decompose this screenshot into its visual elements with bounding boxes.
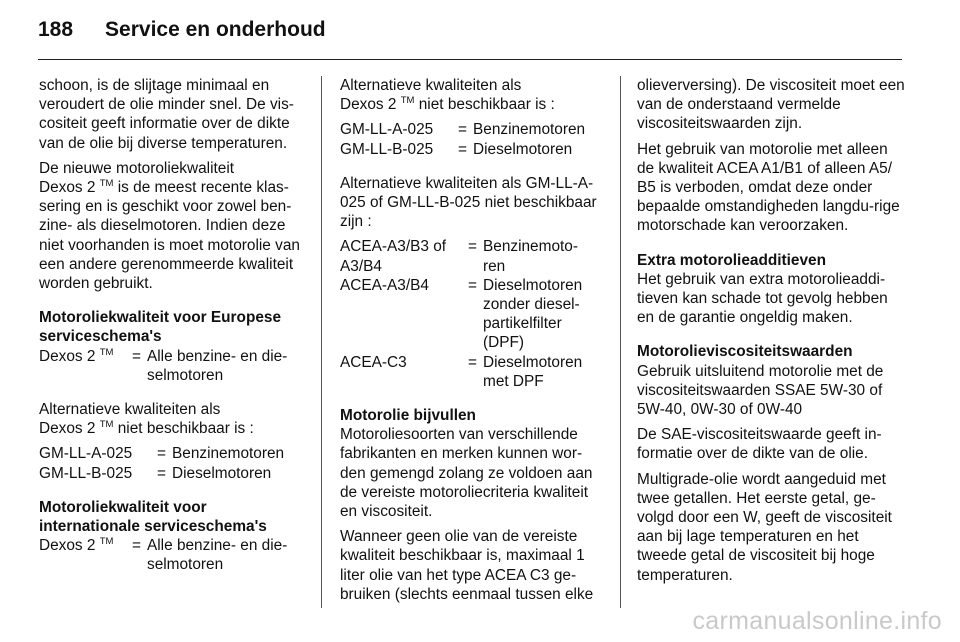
section-heading: Motoroliekwaliteit voor Europese serviceschema's xyxy=(39,309,282,346)
paragraph: schoon, is de slijtage minimaal en veroudert de olie minder snel. De vis-cositeit geeft informatie over de dikte van de olie bij diverse temperaturen. xyxy=(39,77,294,152)
spec-key: ACEA-C3 xyxy=(340,353,407,371)
page-title: Service en onderhoud xyxy=(105,18,326,41)
paragraph: Wanneer geen olie van de vereiste kwaliteit beschikbaar is, maximaal 1 liter olie van het type ACEA C3 ge-bruiken (slechts eenmaal tussen elke xyxy=(340,528,594,603)
page-header xyxy=(38,18,326,42)
paragraph: Motoroliesoorten van verschillende fabrikanten en merken kunnen wor-den gemengd zolang ze voldoen aan de vereiste motoroliecriteria kwaliteit en viscositeit. xyxy=(340,426,593,521)
equals: = xyxy=(132,347,141,365)
spec-value: Alle benzine- en die-selmotoren xyxy=(147,537,288,574)
spec-value: Dieselmotoren zonder diesel-partikelfilter (DPF) xyxy=(483,276,583,352)
paragraph: Het gebruik van extra motorolieaddi-tieven kan schade tot gevolg hebben en de garantie ongeldig maken. xyxy=(637,270,888,327)
trademark: TM xyxy=(99,178,114,190)
spec-table xyxy=(340,120,585,158)
paragraph: De SAE-viscositeitswaarde geeft in-formatie over de dikte van de olie. xyxy=(637,426,882,463)
spec-key: GM-LL-A-025 xyxy=(340,121,434,139)
section-heading: Motoroliekwaliteit voor internationale serviceschema's xyxy=(39,498,267,536)
spec-key: ACEA-A3/B3 of A3/B4 xyxy=(340,238,447,275)
watermark: carmanualsonline.info xyxy=(692,607,942,635)
column-divider-2 xyxy=(620,76,621,608)
section-heading: Motorolieviscositeitswaarden xyxy=(637,343,853,361)
spec-value: Alle benzine- en die-selmotoren xyxy=(147,347,288,384)
paragraph: Alternatieve kwaliteiten als Dexos 2 ™ niet beschikbaar is : xyxy=(340,77,555,114)
paragraph: Gebruik uitsluitend motorolie met de viscositeitswaarden SSAE 5W-30 of 5W-40, 0W-30 of 0W-40 xyxy=(637,362,884,419)
spec-key: GM-LL-B-025 xyxy=(39,464,133,482)
spec-key: ACEA-A3/B4 xyxy=(340,276,429,294)
spec-value: Dieselmotoren xyxy=(473,140,573,158)
spec-value: Benzinemotoren xyxy=(473,121,586,139)
paragraph xyxy=(39,159,304,293)
text: Dexos 2 xyxy=(39,179,96,197)
paragraph: Alternatieve kwaliteiten als Dexos 2 ™ niet beschikbaar is : xyxy=(39,401,254,438)
spec-key: Dexos 2 ™ xyxy=(39,346,114,365)
spec-key: Dexos 2 ™ xyxy=(39,536,114,555)
paragraph: Alternatieve kwaliteiten als GM-LL-A-025 of GM-LL-B-025 niet beschikbaar zijn : xyxy=(340,174,597,231)
column-1 xyxy=(39,76,304,575)
equals: = xyxy=(458,140,467,158)
paragraph: olieverversing). De viscositeit moet een van de onderstaand vermelde viscositeitswaarden zijn. xyxy=(637,77,905,133)
column-3 xyxy=(637,76,907,585)
paragraph: Multigrade-olie wordt aangeduid met twee getallen. Het eerste getal, ge-volgd door een W, geeft de viscositeit aan bij lage temperaturen en het tweede getal de viscositeit bij hoge temperaturen. xyxy=(637,470,892,584)
page-number: 188 xyxy=(38,18,74,41)
spec-table xyxy=(340,237,587,391)
equals: = xyxy=(468,353,477,371)
equals: = xyxy=(157,445,166,463)
spec-value: Benzinemotoren xyxy=(172,445,285,463)
column-divider-1 xyxy=(321,76,322,608)
spec-value: Benzinemoto-ren xyxy=(483,238,578,275)
equals: = xyxy=(132,537,141,555)
column-2 xyxy=(340,76,605,604)
spec-table xyxy=(39,347,304,385)
section-heading: Motorolie bijvullen xyxy=(340,407,476,425)
text: De nieuwe motoroliekwaliteit xyxy=(39,159,235,177)
spec-value: Dieselmotoren xyxy=(172,464,272,482)
text: is de meest recente klas-sering en is geschikt voor zowel ben-zine- als dieselmotoren. Indien deze niet voorhanden is moet motorolie van een andere gerenommeerde kwaliteit worden gebruikt. xyxy=(39,179,300,293)
spec-table xyxy=(39,536,304,574)
equals: = xyxy=(157,464,166,482)
equals: = xyxy=(458,121,467,139)
spec-value: Dieselmotoren met DPF xyxy=(483,353,583,390)
spec-key: GM-LL-A-025 xyxy=(39,445,133,463)
paragraph: Het gebruik van motorolie met alleen de kwaliteit ACEA A1/B1 of alleen A5/ B5 is verboden, omdat deze onder bepaalde omstandigheden langdu-rige motorschade kan veroorzaken. xyxy=(637,140,900,235)
section-heading: Extra motorolieadditieven xyxy=(637,251,827,269)
spec-key: GM-LL-B-025 xyxy=(340,140,434,158)
spec-table xyxy=(39,444,284,482)
header-rule xyxy=(38,59,902,60)
equals: = xyxy=(468,238,477,256)
equals: = xyxy=(468,276,477,294)
